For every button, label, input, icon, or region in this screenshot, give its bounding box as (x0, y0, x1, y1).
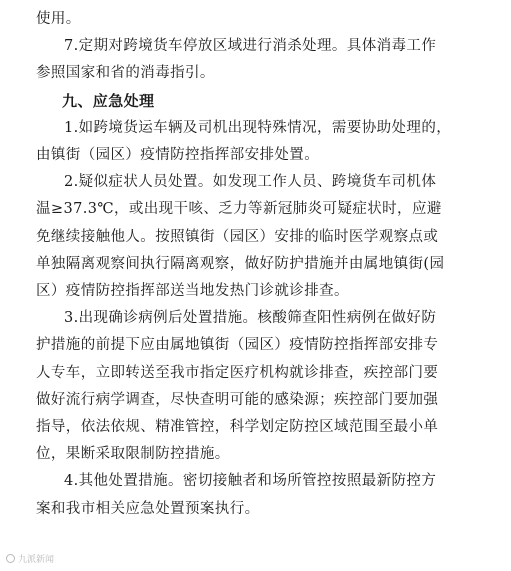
item-2-line-3: 免继续接触他人。按照镇街（园区）安排的临时医学观察点或 (36, 228, 439, 245)
section-heading: 九、应急处理 (62, 91, 155, 110)
item-3-line-3: 人专车，立即转送至我市指定医疗机构就诊排查，疾控部门要 (36, 364, 439, 381)
watermark (6, 552, 54, 565)
watermark-text: 九派新闻 (18, 555, 55, 565)
item-3-line-6: 位，果断采取限制防控措施。 (36, 446, 230, 463)
item-3-line-1: 3.出现确诊病例后处置措施。核酸筛查阳性病例在做好防 (64, 310, 437, 327)
item-2-line-1: 2.疑似症状人员处置。如发现工作人员、跨境货车司机体 (64, 174, 437, 191)
watermark-logo-icon (6, 554, 15, 563)
item-3-line-2: 护措施的前提下应由属地镇街（园区）疫情防控指挥部安排专 (36, 337, 439, 354)
item-2-line-5: 区）疫情防控指挥部送当地发热门诊就诊排查。 (36, 283, 349, 300)
item-1-line-1: 1.如跨境货运车辆及司机出现特殊情况，需要协助处理的， (64, 119, 452, 136)
item-4-line-1: 4.其他处置措施。密切接触者和场所管控按照最新防控方 (64, 473, 437, 490)
item-4-line-2: 案和我市相关应急处置预案执行。 (36, 500, 260, 517)
item-2-line-4: 单独隔离观察间执行隔离观察，做好防护措施并由属地镇街(园 (36, 255, 445, 272)
item-3-line-4: 做好流行病学调查，尽快查明可能的感染源；疾控部门要加强 (36, 391, 439, 408)
paragraph-7-line-2: 参照国家和省的消毒指引。 (36, 65, 215, 82)
item-2-line-2: 温≥37.3℃，或出现干咳、乏力等新冠肺炎可疑症状时，应避 (36, 201, 442, 218)
paragraph-7-line-1: 7.定期对跨境货车停放区域进行消杀处理。具体消毒工作 (64, 38, 437, 55)
text-line: 使用。 (36, 11, 81, 27)
item-3-line-5: 指导，依法依规、精准管控，科学划定防控区域范围至最小单 (36, 419, 439, 436)
item-1-line-2: 由镇街（园区）疫情防控指挥部安排处置。 (36, 147, 320, 164)
